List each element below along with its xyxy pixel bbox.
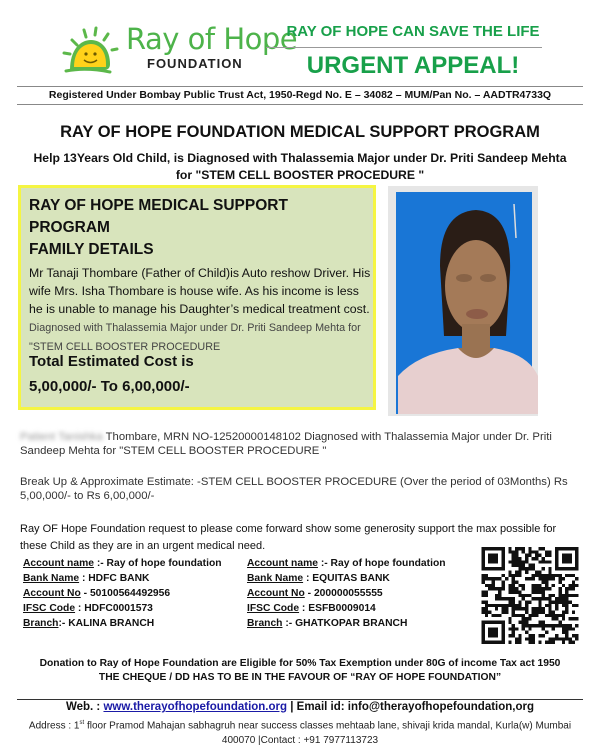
donation-note: [0, 657, 600, 685]
sun-logo-icon: [62, 20, 122, 80]
urgent-appeal-heading: URGENT APPEAL!: [306, 52, 520, 79]
logo-wordmark: Ray of Hope: [126, 22, 298, 56]
patient-name-redacted: Patient Tanishka: [20, 431, 103, 443]
estimated-cost: [29, 349, 369, 399]
address-line-1: Address : 1st floor Pramod Mahajan sabhagruh near success classes mehtaab lane, shivaji krida mandal, Kurla(w) Mumbai: [28, 720, 572, 732]
branch-name: GHATKOPAR BRANCH: [295, 618, 408, 629]
account-number: 50100564492956: [89, 588, 171, 599]
account-number-row: Account No - 50100564492956: [23, 588, 171, 599]
family-details-heading: FAMILY DETAILS: [29, 241, 154, 258]
account-name-row: Account name :- Ray of hope foundation: [247, 558, 446, 569]
branch-row: Branch:- KALINA BRANCH: [23, 618, 155, 629]
family-details-text: [29, 264, 374, 356]
ifsc-code: ESFB0009014: [308, 603, 376, 614]
logo-subtitle: FOUNDATION: [147, 56, 243, 71]
family-box-heading: [29, 195, 369, 261]
page-title: RAY OF HOPE FOUNDATION MEDICAL SUPPORT PROGRAM: [60, 123, 540, 141]
footer-divider: [17, 699, 583, 700]
tax-exemption-line: Donation to Ray of Hope Foundation are Eligible for 50% Tax Exemption under 80G of income Tax act 1950: [39, 658, 561, 669]
patient-photo: [388, 186, 538, 416]
cost-value: 5,00,000/- To 6,00,000/-: [29, 378, 190, 395]
estimate-paragraph: Break Up & Approximate Estimate: -STEM CELL BOOSTER PROCEDURE (Over the period of 03Months) Rs 5,00,000/- to Rs 6,00,000/-: [20, 476, 568, 502]
account-number-row: Account No - 200000055555: [247, 588, 383, 599]
website-link[interactable]: www.therayofhopefoundation.org: [103, 701, 288, 713]
cost-label: Total Estimated Cost is: [29, 353, 194, 370]
program-heading: RAY OF HOPE MEDICAL SUPPORT PROGRAM: [29, 197, 288, 236]
account-number: 200000055555: [313, 588, 383, 599]
address-block: [0, 716, 600, 748]
request-paragraph: Ray OF Hope Foundation request to please come forward show some generosity support the max possible for these Child as they are in an urgent medical need.: [20, 523, 557, 552]
bank-details-equitas: [247, 556, 467, 631]
branch-name: KALINA BRANCH: [68, 618, 155, 629]
cheque-favour-line: THE CHEQUE / DD HAS TO BE IN THE FAVOUR OF “RAY OF HOPE FOUNDATION”: [98, 672, 502, 683]
patient-info-paragraph: [20, 430, 585, 458]
registration-rule-bottom: [17, 104, 583, 105]
account-name: Ray of hope foundation: [106, 558, 222, 569]
address-line-2: 400070 |Contact : +91 7977113723: [221, 735, 379, 747]
registration-rule-top: [17, 86, 583, 87]
tagline: RAY OF HOPE CAN SAVE THE LIFE: [286, 23, 540, 40]
ifsc-code: HDFC0001573: [84, 603, 153, 614]
email-text: | Email id: info@therayofhopefoundation,org: [290, 701, 535, 713]
bank-name-row: Bank Name : EQUITAS BANK: [247, 573, 390, 584]
account-name-row: Account name :- Ray of hope foundation: [23, 558, 222, 569]
bank-details-hdfc: [23, 556, 243, 631]
subtitle-line-1: Help 13Years Old Child, is Diagnosed with Thalassemia Major under Dr. Priti Sandeep Mehta: [33, 151, 567, 165]
qr-code-icon[interactable]: [475, 547, 585, 644]
ifsc-row: IFSC Code : HDFC0001573: [23, 603, 153, 614]
registration-line: Registered Under Bombay Public Trust Act, 1950-Regd No. E – 34082 – MUM/Pan No. – AADTR4733Q: [48, 89, 552, 101]
bank-name: EQUITAS BANK: [312, 573, 390, 584]
page-subtitle: [0, 150, 600, 184]
web-label: Web. :: [65, 701, 101, 713]
contact-web-line: [0, 701, 600, 713]
diagnosis-text: Diagnosed with Thalassemia Major under Dr. Priti Sandeep Mehta for "STEM CELL BOOSTER PROCEDURE: [29, 322, 361, 353]
patient-info-text: Thombare, MRN NO-12520000148102 Diagnosed with Thalassemia Major under Dr. Priti Sandeep Mehta for "STEM CELL BOOSTER PROCEDURE ": [20, 431, 552, 457]
tagline-divider: [266, 47, 542, 48]
ifsc-row: IFSC Code : ESFB0009014: [247, 603, 376, 614]
family-description: Mr Tanaji Thombare (Father of Child)is Auto reshow Driver. His wife Mrs. Isha Thombare is house wife. As his income is less he is unable to manage his Daughter’s medical treatment cost.: [29, 266, 371, 316]
subtitle-line-2: for "STEM CELL BOOSTER PROCEDURE ": [175, 168, 425, 182]
bank-name-row: Bank Name : HDFC BANK: [23, 573, 150, 584]
account-name: Ray of hope foundation: [330, 558, 446, 569]
branch-row: Branch :- GHATKOPAR BRANCH: [247, 618, 408, 629]
bank-name: HDFC BANK: [88, 573, 150, 584]
